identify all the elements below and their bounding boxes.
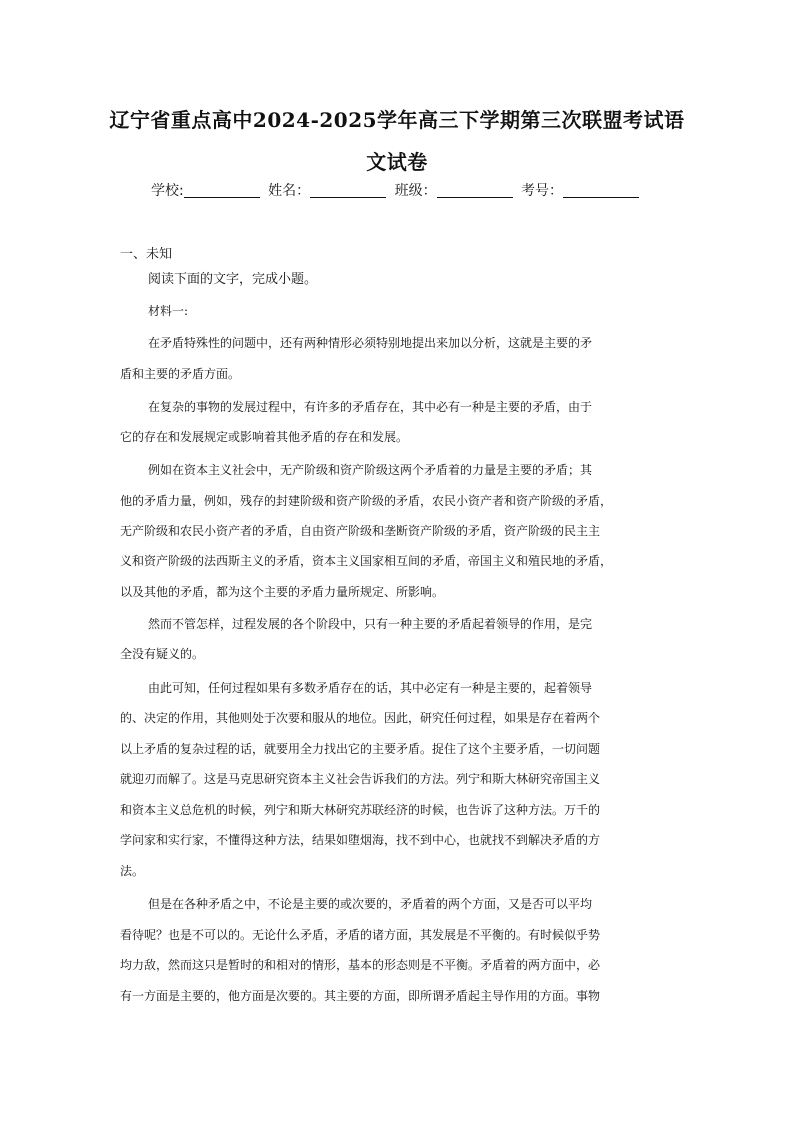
paragraph-line: 无产阶级和农民小资产者的矛盾，自由资产阶级和垄断资产阶级的矛盾，资产阶级的民主主	[120, 524, 601, 538]
paragraph-line: 然而不管怎样，过程发展的各个阶段中，只有一种主要的矛盾起着领导的作用，是完	[148, 617, 593, 631]
paragraph-line: 他的矛盾力量，例如，残存的封建阶级和资产阶级的矛盾，农民小资产者和资产阶级的矛盾，	[120, 494, 613, 508]
exam-title-line-1: 辽宁省重点高中2024-2025学年高三下学期第三次联盟考试语	[109, 108, 685, 132]
paragraph-line: 在复杂的事物的发展过程中，有许多的矛盾存在，其中必有一种是主要的矛盾，由于	[148, 400, 593, 414]
paragraph-line: 盾和主要的矛盾方面。	[120, 367, 241, 381]
paragraph-line: 看待呢？也是不可以的。无论什么矛盾，矛盾的诸方面，其发展是不平衡的。有时候似乎势	[120, 928, 601, 942]
school-label: 学校:	[150, 183, 184, 199]
paragraph-line: 例如在资本主义社会中，无产阶级和资产阶级这两个矛盾着的力量是主要的矛盾；其	[148, 463, 593, 477]
paragraph-line: 的、决定的作用，其他则处于次要和服从的地位。因此，研究任何过程，如果是存在着两个	[120, 711, 601, 725]
paragraph-line: 由此可知，任何过程如果有多数矛盾存在的话，其中必定有一种是主要的，起着领导	[148, 681, 593, 695]
section-heading: 一、未知	[120, 247, 173, 262]
exam-number-blank[interactable]	[563, 183, 639, 198]
paragraph-line: 就迎刃而解了。这是马克思研究资本主义社会告诉我们的方法。列宁和斯大林研究帝国主义	[120, 772, 601, 786]
school-blank[interactable]	[184, 183, 260, 198]
paragraph-line: 但是在各种矛盾之中，不论是主要的或次要的，矛盾着的两个方面，又是否可以平均	[148, 897, 593, 911]
paragraph-line: 和资本主义总危机的时候，列宁和斯大林研究苏联经济的时候，也告诉了这种方法。万千的	[120, 803, 601, 817]
name-label: 姓名：	[268, 183, 311, 199]
material-label: 材料一:	[148, 304, 189, 318]
name-blank[interactable]	[310, 183, 386, 198]
student-info-row	[0, 180, 794, 200]
paragraph-line: 在矛盾特殊性的问题中，还有两种情形必须特别地提出来加以分析，这就是主要的矛	[148, 336, 593, 350]
paragraph-line: 它的存在和发展规定或影响着其他矛盾的存在和发展。	[120, 430, 409, 444]
paragraph-line: 以及其他的矛盾，都为这个主要的矛盾力量所规定、所影响。	[120, 585, 445, 599]
paragraph-line: 法。	[120, 864, 145, 878]
paragraph-line: 有一方面是主要的，他方面是次要的。其主要的方面，即所谓矛盾起主导作用的方面。事物	[120, 989, 601, 1003]
paragraph-line: 均力敌，然而这只是暂时的和相对的情形，基本的形态则是不平衡。矛盾着的两方面中，必	[120, 958, 601, 972]
exam-number-label: 考号：	[521, 183, 564, 199]
instruction-text: 阅读下面的文字，完成小题。	[148, 272, 318, 287]
paragraph-line: 义和资产阶级的法西斯主义的矛盾，资本主义国家相互间的矛盾，帝国主义和殖民地的矛盾，	[120, 554, 613, 568]
paragraph-line: 全没有疑义的。	[120, 647, 205, 661]
paragraph-line: 以上矛盾的复杂过程的话，就要用全力找出它的主要矛盾。捉住了这个主要矛盾，一切问题	[120, 742, 601, 756]
class-blank[interactable]	[437, 183, 513, 198]
paragraph-line: 学问家和实行家，不懂得这种方法，结果如堕烟海，找不到中心，也就找不到解决矛盾的方	[120, 833, 601, 847]
class-label: 班级：	[394, 183, 437, 199]
exam-title-line-2: 文试卷	[366, 150, 428, 174]
